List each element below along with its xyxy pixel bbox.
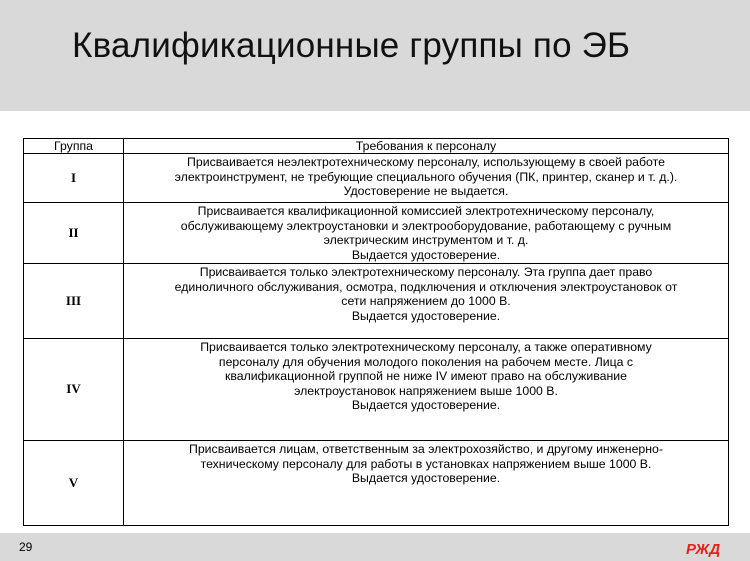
page-number: 29 (19, 540, 33, 554)
requirements-cell (124, 339, 729, 441)
requirement-line: сети напряжением до 1000 В. (341, 294, 511, 309)
table-row (24, 339, 729, 441)
requirement-line: электроустановок напряжением выше 1000 В. (294, 383, 558, 398)
qualification-table (23, 138, 729, 526)
requirement-line: персоналу для обучения молодого поколения на рабочем месте. Лица с (218, 354, 634, 369)
group-cell: IV (24, 339, 124, 441)
group-cell: V (24, 441, 124, 526)
table-row (24, 264, 729, 339)
requirement-line: Удостоверение не выдается. (343, 184, 509, 199)
requirement-line: Присваивается квалификационной комиссией электротехническому персоналу, (197, 204, 655, 218)
requirement-line: единоличного обслуживания, осмотра, подключения и отключения электроустановок от (174, 279, 678, 294)
requirement-line: Присваивается лицам, ответственным за электрохозяйство, и другому инженерно- (189, 442, 663, 456)
header-group: Группа (24, 139, 124, 154)
table-header-row (24, 139, 729, 154)
group-cell: I (24, 154, 124, 203)
requirements-cell (124, 154, 729, 203)
requirement-line: электроинструмент, не требующие специального обучения (ПК, принтер, сканер и т. д.). (174, 169, 678, 184)
group-cell: II (24, 203, 124, 264)
slide-title: Квалификационные группы по ЭБ (72, 26, 631, 65)
rzd-logo-icon (684, 538, 726, 558)
requirement-line: обслуживающему электроустановки и электрооборудование, работающему с ручным (180, 218, 672, 233)
group-cell: III (24, 264, 124, 339)
requirement-line: электрическим инструментом и т. д. (323, 233, 529, 248)
table-row (24, 154, 729, 203)
table-row (24, 441, 729, 526)
requirement-line: Выдается удостоверение. (351, 247, 501, 262)
requirement-line: техническому персоналу для работы в установках напряжением выше 1000 В. (200, 456, 652, 471)
header-requirements: Требования к персоналу (124, 139, 729, 154)
table-row (24, 203, 729, 264)
requirements-cell (124, 203, 729, 264)
requirement-line: квалификационной группой не ниже IV имеют право на обслуживание (225, 369, 627, 384)
requirement-line: Выдается удостоверение. (351, 398, 501, 413)
requirement-line: Присваивается только электротехническому персоналу, а также оперативному (200, 340, 652, 354)
svg-text:РЖД: РЖД (686, 541, 721, 558)
requirement-line: Выдается удостоверение. (351, 308, 501, 323)
footer-band (0, 533, 750, 561)
requirement-line: Выдается удостоверение. (351, 471, 501, 486)
requirements-cell (124, 441, 729, 526)
requirements-cell (124, 264, 729, 339)
requirement-line: Присваивается неэлектротехническому персоналу, использующему в своей работе (187, 155, 665, 169)
requirement-line: Присваивается только электротехническому персоналу. Эта группа дает право (199, 265, 653, 279)
